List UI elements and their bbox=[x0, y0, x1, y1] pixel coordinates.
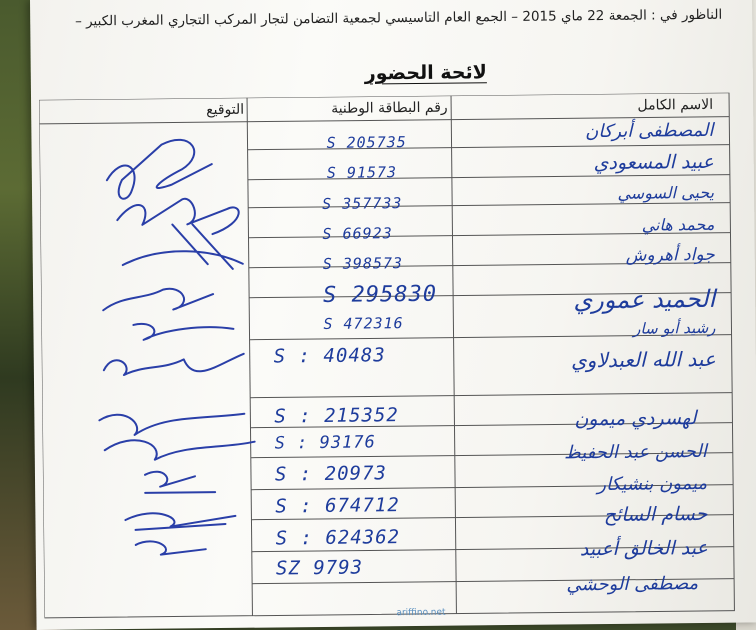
signature-1 bbox=[106, 139, 212, 198]
row-6-name: الحميد عموري bbox=[573, 284, 716, 315]
signature-7 bbox=[99, 413, 244, 435]
row-5-id: S 398573 bbox=[322, 254, 404, 273]
column-header-id: رقم البطاقة الوطنية bbox=[331, 99, 448, 117]
row-5-name: جواد أهروش bbox=[625, 244, 715, 266]
row-11-name: ميمون بنشيكار bbox=[597, 472, 708, 496]
signature-8 bbox=[105, 439, 255, 460]
signature-11 bbox=[136, 541, 206, 555]
column-header-name: الاسم الكامل bbox=[637, 96, 714, 114]
row-8-id: S : 40483 bbox=[273, 344, 386, 368]
column-header-signature: التوقيع bbox=[206, 101, 245, 119]
row-9-id: S : 215352 bbox=[274, 404, 399, 428]
signature-10 bbox=[125, 512, 235, 530]
signature-6 bbox=[104, 354, 244, 375]
signature-3 bbox=[122, 224, 242, 270]
row-4-name: محمد هاني bbox=[641, 214, 715, 235]
document-title: لائحة الحضور bbox=[364, 61, 487, 85]
row-12-id: S : 674712 bbox=[275, 494, 400, 518]
row-13-id: S : 624362 bbox=[275, 526, 401, 550]
row-3-name: يحيى السوسي bbox=[617, 182, 715, 203]
document-header: الناظور في : الجمعة 22 ماي 2015 – الجمع العام التاسيسي لجمعية التضامن لتجار المركب التجاري المغرب الكبير – bbox=[74, 6, 723, 30]
row-3-id: S 357733 bbox=[322, 194, 403, 213]
attendance-sheet bbox=[30, 0, 756, 630]
row-7-id: S 472316 bbox=[323, 314, 404, 333]
row-8-name: عبد الله العبدلاوي bbox=[570, 346, 716, 373]
row-10-name: الحسن عبد الحفيظ bbox=[564, 440, 707, 464]
row-2-name: عبيد المسعودي bbox=[593, 150, 714, 175]
row-14-id: SZ 9793 bbox=[275, 556, 364, 580]
row-11-id: S : 20973 bbox=[274, 462, 388, 486]
row-2-id: S 91573 bbox=[326, 163, 398, 182]
row-7-name: رشيد أبو سار bbox=[633, 318, 716, 338]
signature-4 bbox=[103, 288, 213, 310]
signature-9 bbox=[145, 471, 215, 493]
signatures bbox=[41, 123, 276, 585]
row-9-name: لهسردي ميمون bbox=[574, 407, 697, 431]
watermark: ariffino.net bbox=[396, 607, 446, 619]
row-13-name: عبد الخالق أعبيد bbox=[579, 536, 708, 561]
row-1-name: المصطفى أبركان bbox=[584, 119, 714, 143]
signature-5 bbox=[133, 323, 233, 340]
row-10-id: S : 93176 bbox=[274, 432, 376, 454]
row-14-name: مصطفى الوحشي bbox=[566, 573, 699, 596]
row-6-id: S 295830 bbox=[322, 281, 438, 308]
row-1-id: S 205735 bbox=[326, 133, 407, 152]
row-4-id: S 66923 bbox=[322, 224, 393, 243]
row-12-name: حسام السائح bbox=[603, 502, 708, 527]
